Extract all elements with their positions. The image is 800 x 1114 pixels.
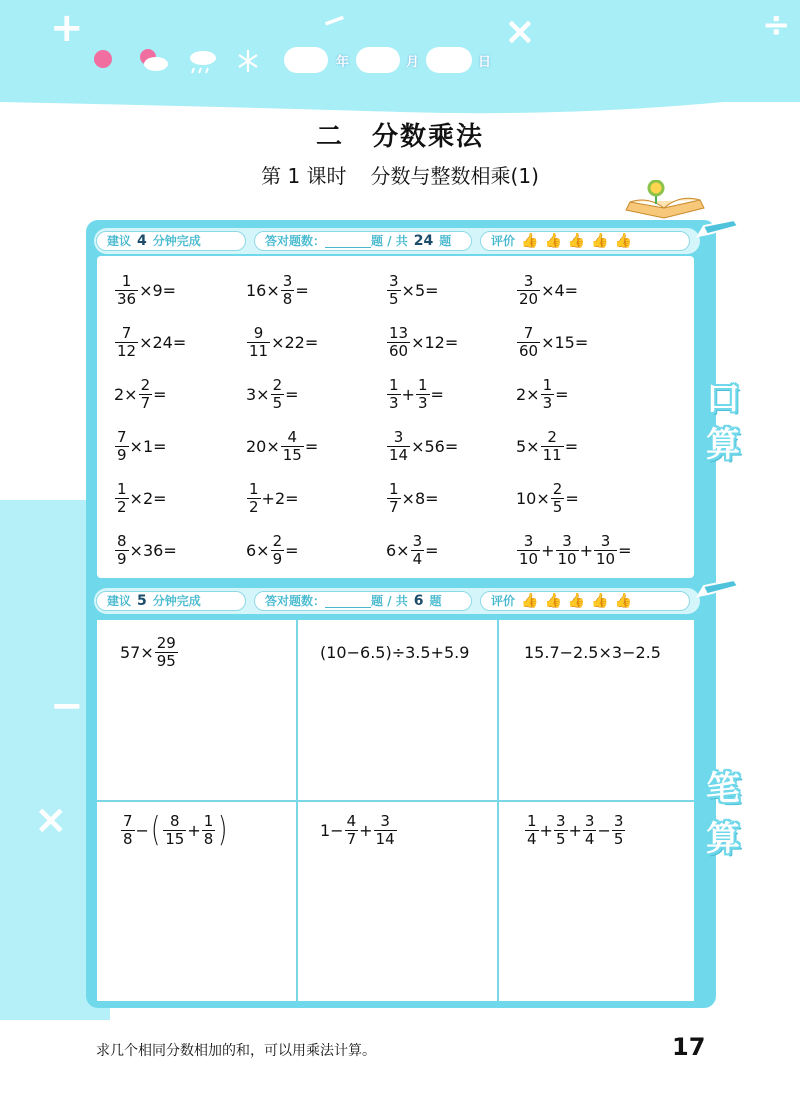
denominator: 3 bbox=[417, 393, 428, 412]
cloudy-sun-icon[interactable] bbox=[136, 46, 170, 76]
math-paren: ) bbox=[218, 810, 228, 850]
denominator: 9 bbox=[117, 445, 127, 464]
pencil-icon bbox=[696, 578, 740, 598]
fraction bbox=[281, 273, 295, 308]
math-text: = bbox=[304, 436, 319, 456]
numerator: 2 bbox=[272, 375, 283, 394]
oral-problem[interactable] bbox=[386, 530, 439, 570]
denominator: 10 bbox=[557, 549, 577, 568]
times-icon: × bbox=[504, 9, 536, 53]
math-text: 6× bbox=[246, 540, 270, 560]
oral-problem[interactable] bbox=[386, 374, 444, 414]
fraction bbox=[612, 813, 626, 848]
fraction bbox=[139, 377, 153, 412]
oral-time-suggestion: 建议 4 分钟完成 bbox=[96, 231, 246, 251]
plus-icon: + bbox=[50, 5, 84, 51]
oral-problem[interactable] bbox=[386, 322, 458, 362]
numerator: 2 bbox=[552, 479, 563, 498]
year-label: 年 bbox=[336, 55, 350, 70]
oral-problem[interactable] bbox=[246, 426, 318, 466]
numerator: 1 bbox=[417, 375, 428, 394]
numerator: 3 bbox=[412, 531, 423, 550]
numerator: 1 bbox=[249, 479, 259, 498]
denominator: 10 bbox=[596, 549, 616, 568]
month-field[interactable] bbox=[356, 47, 400, 73]
year-field[interactable] bbox=[284, 47, 328, 73]
divide-icon: ÷ bbox=[762, 5, 791, 45]
denominator: 3 bbox=[389, 393, 399, 412]
rain-icon[interactable] bbox=[186, 46, 220, 76]
denominator: 14 bbox=[389, 445, 409, 464]
denominator: 60 bbox=[389, 341, 409, 360]
divider bbox=[497, 620, 499, 1001]
header-wave bbox=[0, 60, 800, 120]
math-text: + bbox=[579, 540, 593, 560]
thumbs-up-icon[interactable]: 👍👍👍👍👍 bbox=[521, 593, 639, 609]
denominator: 9 bbox=[117, 549, 127, 568]
numerator: 3 bbox=[562, 531, 572, 550]
denominator: 4 bbox=[584, 829, 595, 848]
snow-icon[interactable] bbox=[236, 46, 260, 76]
denominator: 12 bbox=[117, 341, 137, 360]
divider bbox=[97, 800, 694, 802]
written-problem[interactable] bbox=[524, 810, 626, 850]
math-text: + bbox=[568, 820, 582, 840]
math-text: 1− bbox=[320, 820, 344, 840]
oral-problem[interactable] bbox=[246, 530, 299, 570]
math-text: 20× bbox=[246, 436, 280, 456]
fraction bbox=[541, 429, 564, 464]
divider bbox=[296, 620, 298, 1001]
math-text: 57× bbox=[120, 642, 154, 662]
fraction bbox=[281, 429, 304, 464]
minus-icon: − bbox=[316, 0, 353, 42]
numerator: 2 bbox=[272, 531, 283, 550]
fraction bbox=[387, 325, 410, 360]
denominator: 7 bbox=[389, 497, 399, 516]
fraction bbox=[517, 325, 540, 360]
written-correct-blank[interactable] bbox=[325, 596, 371, 608]
denominator: 36 bbox=[117, 289, 137, 308]
math-text: = bbox=[285, 384, 299, 404]
numerator: 29 bbox=[156, 633, 176, 652]
month-label: 月 bbox=[406, 55, 420, 70]
oral-problem[interactable] bbox=[114, 270, 176, 310]
numerator: 9 bbox=[253, 323, 264, 342]
math-text: 5× bbox=[516, 436, 540, 456]
written-side-char: 算 bbox=[706, 819, 740, 859]
denominator: 2 bbox=[249, 497, 259, 516]
math-text: ×15= bbox=[541, 332, 589, 352]
fraction bbox=[411, 533, 425, 568]
numerator: 7 bbox=[123, 811, 133, 830]
fraction bbox=[517, 533, 540, 568]
math-text: ×4= bbox=[541, 280, 579, 300]
denominator: 5 bbox=[552, 497, 563, 516]
denominator: 4 bbox=[527, 829, 537, 848]
math-text: − bbox=[135, 820, 149, 840]
oral-problem[interactable] bbox=[246, 478, 299, 518]
oral-problem[interactable] bbox=[246, 270, 309, 310]
math-text: + bbox=[187, 820, 201, 840]
written-problem[interactable] bbox=[524, 632, 661, 672]
numerator: 3 bbox=[600, 531, 611, 550]
written-score: 答对题数： 题 / 共 6 题 bbox=[254, 591, 472, 611]
fraction bbox=[247, 481, 261, 516]
denominator: 95 bbox=[156, 651, 176, 670]
fraction bbox=[594, 533, 617, 568]
denominator: 7 bbox=[346, 829, 357, 848]
day-label: 日 bbox=[478, 55, 492, 70]
oral-side-char: 算 bbox=[706, 425, 740, 465]
math-text: ×12= bbox=[411, 332, 459, 352]
math-text: + bbox=[401, 384, 415, 404]
oral-problem[interactable] bbox=[114, 478, 167, 518]
fraction bbox=[115, 533, 129, 568]
fraction bbox=[155, 635, 178, 670]
math-text: = bbox=[565, 488, 579, 508]
fraction bbox=[416, 377, 430, 412]
numerator: 3 bbox=[282, 271, 293, 290]
thumbs-up-icon[interactable]: 👍👍👍👍👍 bbox=[521, 233, 639, 249]
fraction bbox=[115, 481, 129, 516]
denominator: 11 bbox=[249, 341, 269, 360]
fraction bbox=[387, 377, 401, 412]
numerator: 3 bbox=[393, 427, 404, 446]
oral-score: 答对题数： 题 / 共 24 题 bbox=[254, 231, 472, 251]
math-text: = bbox=[295, 280, 309, 300]
written-problem[interactable] bbox=[120, 810, 230, 850]
math-text: 6× bbox=[386, 540, 410, 560]
math-text: = bbox=[430, 384, 444, 404]
unit-title: 二 分数乘法 bbox=[315, 122, 484, 152]
denominator: 60 bbox=[519, 341, 539, 360]
math-text: − bbox=[597, 820, 611, 840]
denominator: 10 bbox=[519, 549, 539, 568]
numerator: 1 bbox=[389, 479, 399, 498]
numerator: 3 bbox=[584, 811, 595, 830]
numerator: 3 bbox=[389, 271, 399, 290]
numerator: 1 bbox=[527, 811, 537, 830]
written-info-bar bbox=[94, 588, 700, 614]
numerator: 3 bbox=[523, 271, 534, 290]
numerator: 7 bbox=[523, 323, 534, 342]
fraction bbox=[202, 813, 216, 848]
numerator: 4 bbox=[346, 811, 357, 830]
day-field[interactable] bbox=[426, 47, 472, 73]
numerator: 7 bbox=[121, 323, 132, 342]
fraction bbox=[115, 325, 138, 360]
numerator: 1 bbox=[203, 811, 214, 830]
oral-problem[interactable] bbox=[516, 374, 569, 414]
math-text: 2× bbox=[516, 384, 540, 404]
denominator: 7 bbox=[140, 393, 151, 412]
pencil-icon bbox=[696, 218, 740, 238]
numerator: 1 bbox=[389, 375, 399, 394]
oral-problem[interactable] bbox=[516, 530, 632, 570]
denominator: 3 bbox=[542, 393, 553, 412]
numerator: 8 bbox=[169, 811, 180, 830]
tip-text: 求几个相同分数相加的和，可以用乘法计算。 bbox=[96, 1043, 376, 1059]
oral-problem[interactable] bbox=[246, 322, 318, 362]
fraction bbox=[163, 813, 186, 848]
math-text: + bbox=[541, 540, 555, 560]
numerator: 2 bbox=[547, 427, 557, 446]
fraction bbox=[551, 481, 565, 516]
fraction bbox=[271, 533, 285, 568]
math-text: + bbox=[359, 820, 373, 840]
fraction bbox=[387, 429, 410, 464]
fraction bbox=[583, 813, 597, 848]
denominator: 5 bbox=[613, 829, 624, 848]
math-text: 2× bbox=[114, 384, 138, 404]
math-text: 3× bbox=[246, 384, 270, 404]
sun-icon[interactable] bbox=[94, 50, 112, 68]
math-text: = bbox=[153, 384, 167, 404]
fraction bbox=[387, 273, 401, 308]
oral-problem[interactable] bbox=[246, 374, 299, 414]
denominator: 8 bbox=[123, 829, 133, 848]
written-problem[interactable] bbox=[320, 632, 469, 672]
numerator: 13 bbox=[389, 323, 409, 342]
oral-info-bar bbox=[94, 228, 700, 254]
math-text: = bbox=[285, 540, 299, 560]
numerator: 4 bbox=[287, 427, 298, 446]
written-problem[interactable] bbox=[120, 632, 179, 672]
oral-problem[interactable] bbox=[386, 270, 439, 310]
math-text: ×1= bbox=[129, 436, 167, 456]
denominator: 8 bbox=[203, 829, 214, 848]
oral-problem[interactable] bbox=[114, 322, 186, 362]
math-text: 15.7−2.5×3−2.5 bbox=[524, 642, 661, 662]
denominator: 4 bbox=[412, 549, 423, 568]
math-text: ×22= bbox=[271, 332, 319, 352]
numerator: 1 bbox=[117, 479, 127, 498]
lesson-name: 分数与整数相乘(1) bbox=[370, 164, 539, 188]
oral-problem[interactable] bbox=[516, 426, 578, 466]
oral-problem[interactable] bbox=[114, 426, 167, 466]
math-text: ×24= bbox=[139, 332, 187, 352]
fraction bbox=[271, 377, 285, 412]
fraction bbox=[554, 813, 568, 848]
numerator: 1 bbox=[121, 271, 132, 290]
fraction bbox=[115, 429, 129, 464]
math-text: ×56= bbox=[411, 436, 459, 456]
denominator: 20 bbox=[519, 289, 539, 308]
fraction bbox=[541, 377, 555, 412]
math-text: = bbox=[555, 384, 569, 404]
oral-problem[interactable] bbox=[386, 478, 439, 518]
denominator: 15 bbox=[165, 829, 185, 848]
page-number: 17 bbox=[672, 1033, 706, 1061]
numerator: 2 bbox=[140, 375, 151, 394]
numerator: 8 bbox=[117, 531, 127, 550]
oral-problem[interactable] bbox=[114, 530, 177, 570]
math-text: = bbox=[564, 436, 579, 456]
denominator: 11 bbox=[542, 445, 562, 464]
denominator: 2 bbox=[117, 497, 127, 516]
denominator: 5 bbox=[555, 829, 566, 848]
fraction bbox=[517, 273, 540, 308]
fraction bbox=[556, 533, 579, 568]
times-icon: × bbox=[34, 797, 68, 843]
fraction bbox=[374, 813, 397, 848]
denominator: 9 bbox=[272, 549, 283, 568]
math-paren: ( bbox=[150, 810, 161, 850]
fraction bbox=[525, 813, 539, 848]
math-text: +2= bbox=[261, 488, 299, 508]
numerator: 3 bbox=[523, 531, 534, 550]
fraction bbox=[247, 325, 270, 360]
fraction bbox=[115, 273, 138, 308]
fraction bbox=[345, 813, 359, 848]
denominator: 8 bbox=[282, 289, 293, 308]
written-side-char: 笔 bbox=[706, 769, 740, 809]
math-text: ×9= bbox=[139, 280, 177, 300]
math-text: (10−6.5)÷3.5+5.9 bbox=[320, 642, 470, 662]
numerator: 1 bbox=[542, 375, 553, 394]
denominator: 14 bbox=[375, 829, 395, 848]
minus-icon: − bbox=[50, 683, 84, 729]
numerator: 3 bbox=[380, 811, 390, 830]
fraction bbox=[121, 813, 135, 848]
oral-problem[interactable] bbox=[386, 426, 458, 466]
oral-correct-blank[interactable] bbox=[325, 236, 371, 248]
oral-problem[interactable] bbox=[516, 322, 588, 362]
oral-problem[interactable] bbox=[516, 270, 578, 310]
math-text: 10× bbox=[516, 488, 550, 508]
written-time-suggestion: 建议 5 分钟完成 bbox=[96, 591, 246, 611]
lesson-number: 第 1 课时 bbox=[261, 164, 347, 188]
math-text: + bbox=[539, 820, 553, 840]
denominator: 5 bbox=[389, 289, 399, 308]
math-text: ×5= bbox=[401, 280, 439, 300]
oral-side-char: 口 bbox=[706, 379, 740, 419]
math-text: ×8= bbox=[401, 488, 439, 508]
numerator: 7 bbox=[117, 427, 127, 446]
denominator: 15 bbox=[282, 445, 302, 464]
written-rating: 评价 👍👍👍👍👍 bbox=[480, 591, 690, 611]
math-text: = bbox=[425, 540, 439, 560]
oral-problem[interactable] bbox=[516, 478, 579, 518]
fraction bbox=[387, 481, 401, 516]
denominator: 5 bbox=[272, 393, 283, 412]
math-text: ×2= bbox=[129, 488, 167, 508]
oral-problem[interactable] bbox=[114, 374, 167, 414]
written-problem[interactable] bbox=[320, 810, 398, 850]
math-text: ×36= bbox=[129, 540, 177, 560]
oral-rating: 评价 👍👍👍👍👍 bbox=[480, 231, 690, 251]
math-text: = bbox=[618, 540, 632, 560]
math-text: 16× bbox=[246, 280, 280, 300]
numerator: 3 bbox=[613, 811, 624, 830]
numerator: 3 bbox=[555, 811, 566, 830]
